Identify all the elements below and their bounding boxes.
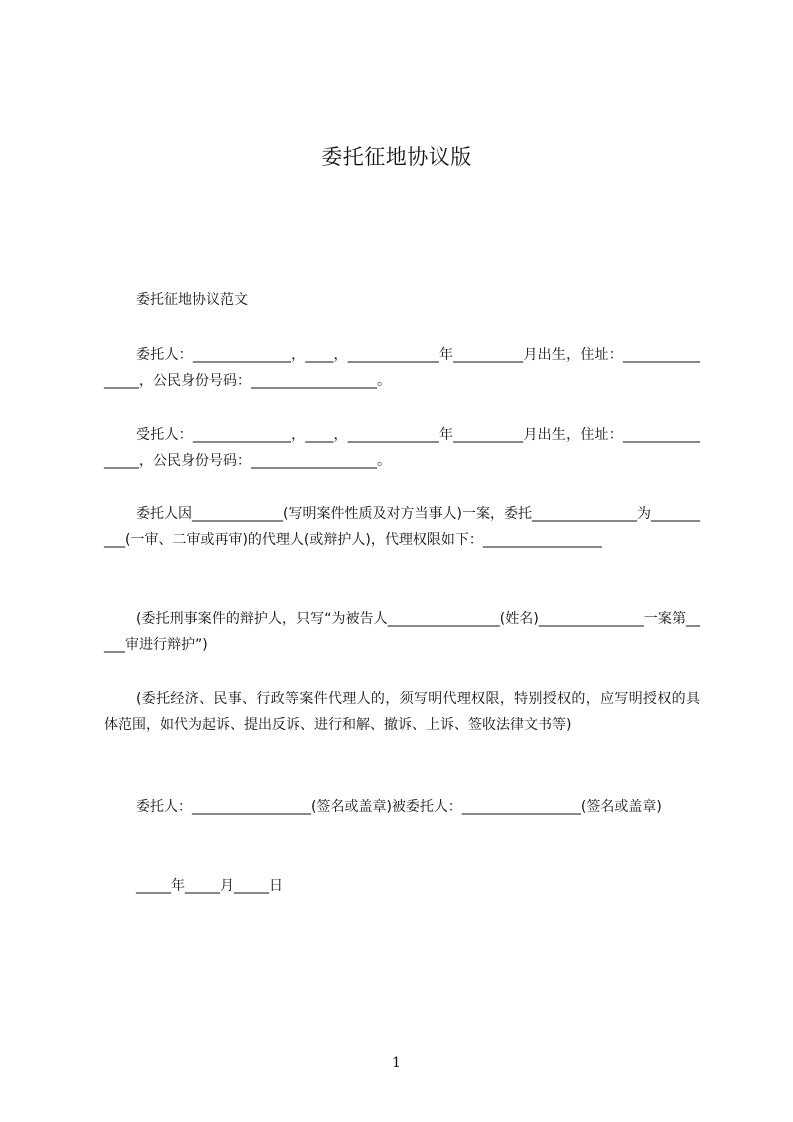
page-number: 1 <box>392 1055 401 1071</box>
date-paragraph: _____年_____月_____日 <box>136 878 283 894</box>
criminal-note-paragraph: (委托刑事案件的辩护人，只写“为被告人________________(姓名)_______________一案第_____审进行辩护”) <box>104 611 700 653</box>
document-title: 委托征地协议版 <box>321 145 472 169</box>
agent-info-paragraph: 受托人：______________，____，_____________年__________月出生，住址：________________，公民身份号码：__________________。 <box>104 427 700 469</box>
case-paragraph: 委托人因_____________(写明案件性质及对方当事人)一案，委托_______________为__________(一审、二审或再审)的代理人(或辩护人)，代理权限如下：_________________ <box>104 506 700 548</box>
signature-paragraph: 委托人：_________________(签名或盖章)被委托人：_________________(签名或盖章) <box>136 799 662 815</box>
intro-paragraph: 委托征地协议范文 <box>136 292 248 308</box>
client-info-paragraph: 委托人：______________，____，_____________年__________月出生，住址：________________，公民身份号码：__________________。 <box>104 347 700 389</box>
civil-note-paragraph: (委托经济、民事、行政等案件代理人的，须写明代理权限，特别授权的，应写明授权的具体范围，如代为起诉、提出反诉、进行和解、撤诉、上诉、签收法律文书等) <box>104 691 700 733</box>
